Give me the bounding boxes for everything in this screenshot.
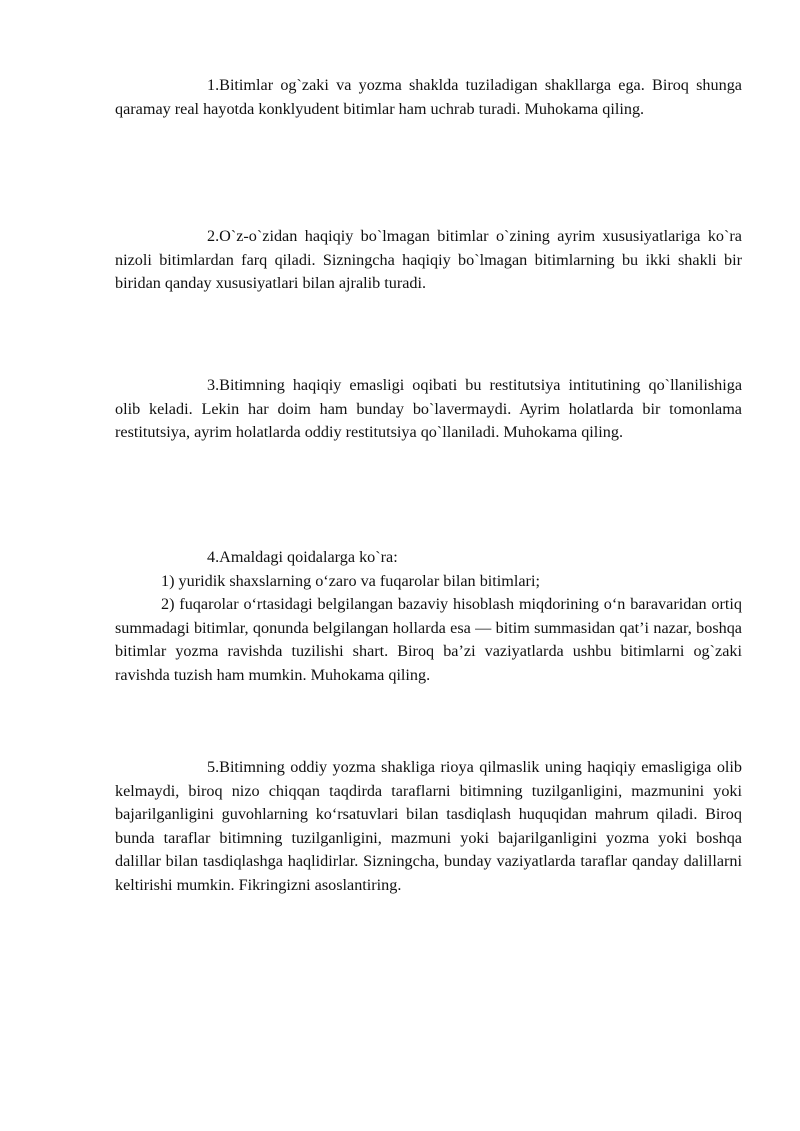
question-4 (115, 546, 742, 687)
question-4-sub-item-1: 1) yuridik shaxslarning o‘zaro va fuqarolar bilan bitimlari; (161, 571, 540, 590)
question-2-number: 2. (207, 227, 220, 245)
question-2-text: O`z-o`zidan haqiqiy bo`lmagan bitimlar o`zining ayrim xususiyatlariga ko`ra nizoli bitimlardan farq qiladi. Sizningcha haqiqiy bo`lmagan bitimlarning bu ikki shakli bir biridan qanday xususiyatlari bilan ajralib turadi. (115, 227, 742, 292)
question-3-text: Bitimning haqiqiy emasligi oqibati bu restitutsiya intitutining qo`llanilishiga olib keladi. Lekin har doim ham bunday bo`lavermaydi. Ayrim holatlarda bir tomonlama restitutsiya, ayrim holatlarda oddiy restitutsiya qo`llaniladi. Muhokama qiling. (115, 376, 742, 441)
question-3 (115, 374, 742, 445)
question-1-paragraph (115, 74, 742, 121)
question-1-text: Bitimlar og`zaki va yozma shaklda tuziladigan shakllarga ega. Biroq shunga qaramay real hayotda konklyudent bitimlar ham uchrab turadi. Muhokama qiling. (115, 76, 742, 118)
question-4-sub-item-2: 2) fuqarolar o‘rtasidagi belgilangan bazaviy hisoblash miqdorining o‘n baravaridan ortiq summadagi bitimlar, qonunda belgilangan hollarda esa — bitim summasidan qat’i nazar, boshqa bitimlar yozma ravishda tuzilishi shart. Biroq ba’zi vaziyatlarda ushbu bitimlarni og`zaki ravishda tuzish ham mumkin. Muhokama qiling. (115, 595, 742, 684)
question-1-number: 1. (207, 76, 220, 94)
question-2 (115, 225, 742, 296)
question-1 (115, 74, 742, 121)
question-5-paragraph (115, 756, 742, 897)
question-2-paragraph (115, 225, 742, 296)
question-5-text: Bitimning oddiy yozma shakliga rioya qilmaslik uning haqiqiy emasligiga olib kelmaydi, biroq nizo chiqqan taqdirda taraflarni bitimning tuzilganligini, mazmunini yoki bajarilganligini guvohlarning ko‘rsatuvlari bilan tasdiqlash huquqidan mahrum qiladi. Biroq bunda taraflar bitimning tuzilganligini, mazmuni yoki bajarilganligini yozma yoki boshqa dalillar bilan tasdiqlashga haqlidirlar. Sizningcha, bunday vaziyatlarda taraflar qanday dalillarni keltirishi mumkin. Fikringizni asoslantiring. (115, 758, 742, 894)
question-4-paragraph (115, 546, 742, 570)
question-5-number: 5. (207, 758, 220, 776)
question-3-number: 3. (207, 376, 220, 394)
question-4-text: Amaldagi qoidalarga ko`ra: (219, 548, 398, 566)
question-3-paragraph (115, 374, 742, 445)
question-5 (115, 756, 742, 897)
question-4-number: 4. (207, 548, 220, 566)
